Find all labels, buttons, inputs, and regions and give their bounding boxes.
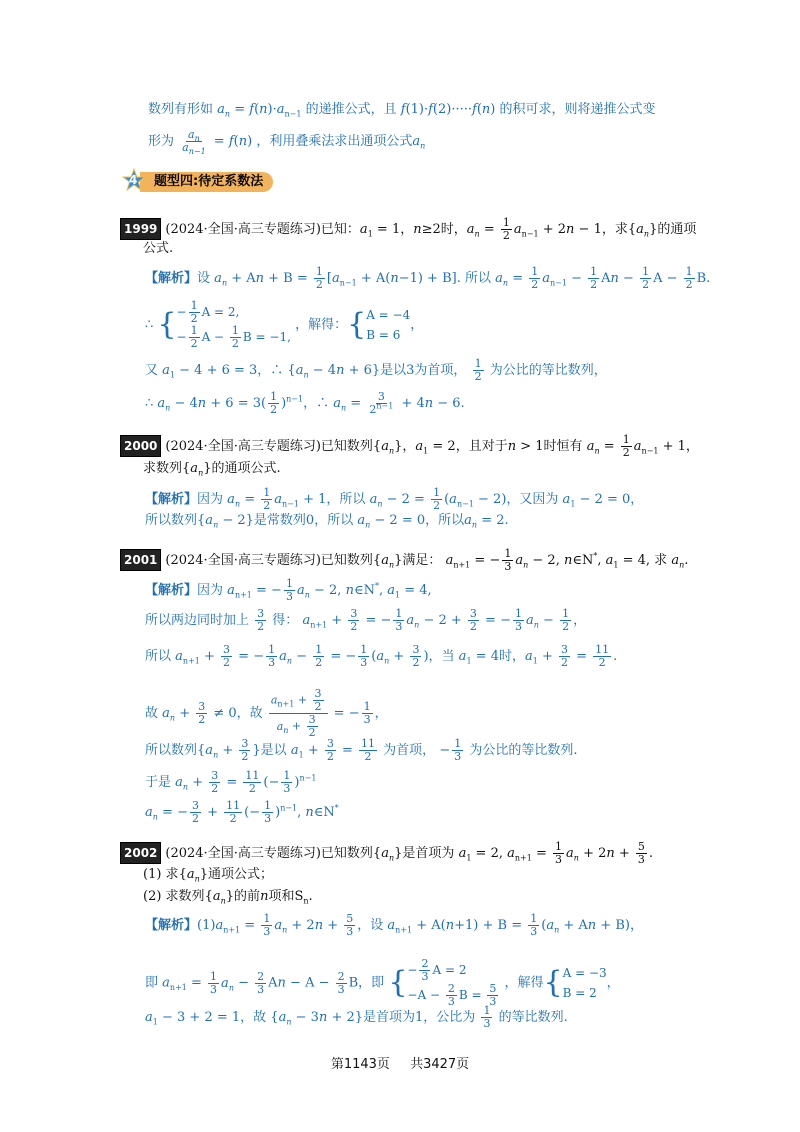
problem-1999-solution-1: 【解析】设 $a_n + An + B$ = $\frac{1}{2}$ $[a_{n-1} + A(n-1) + B]$. 所以 $a_n$ = $\frac{1}{2}$ $a_{n-1}$ − $\frac{1}{2}$ An − $\frac{1}{2}$ A − $\frac{1}{2}$ B. [145, 265, 711, 291]
problem-2001-solution-2: 所以两边同时加上 $\frac{3}{2}$ 得： $a_{n+1}$ + $\frac{3}{2}$ = − $\frac{1}{3}$ $a_n - 2$ + $\frac{3}{2}$ = − $\frac{1}{3}$ $a_n$ − $\frac{1}{2}$ ， [145, 607, 587, 633]
problem-2002-solution-1: 【解析】$(1)a_{n+1}$ = $\frac{1}{3}$ $a_n + 2n$ + $\frac{5}{3}$ ，设 $a_{n+1} + A(n+1) + B$ = $\frac{1}{3}$ $(a_n + An + B)$， [145, 912, 643, 938]
problem-1999-solution-4: ∴ $a_n - 4n + 6 = 3$( $\frac{1}{2}$ )$^{n-1}$，∴ $a_n$ = $\frac{3}{2^{n-1}}$ + 4n − 6. [145, 390, 465, 416]
problem-number: 2000 [120, 435, 161, 457]
problem-2002-question: 2002 (2024·全国·高三专题练习)已知数列$\{a_n\}$是首项为 $a_1 = 2$, $a_{n+1}$ = $\frac{1}{3}$ $a_n + 2n$ + $\frac{5}{3}$ . [120, 841, 653, 866]
problem-2001-solution-3: 所以 $a_{n+1}$ + $\frac{3}{2}$ = − $\frac{1}{3}$ $a_n$ − $\frac{1}{2}$ = − $\frac{1}{3}$ ($a_n$ + $\frac{3}{2}$ )，当 $a_1 = 4$时，$a_1$ + $\frac{3}{2}$ = $\frac{11}{2}$ . [145, 643, 618, 669]
section-number: 4 [129, 173, 138, 187]
problem-1999-question: 1999 (2024·全国·高三专题练习)已知：$a_1 = 1$，n≥2时，$a_n$ = $\frac{1}{2}$ $a_{n-1} + 2n - 1$，求$\{a_n\}$的通项 [120, 217, 696, 242]
page-number: 第1143页 [330, 1057, 390, 1072]
problem-2001-solution-1: 【解析】因为 $a_{n+1}$ = − $\frac{1}{3}$ $a_n - 2$, n∈N*, $a_1 = 4$, [145, 577, 432, 603]
intro-line-2: 形为 $\frac{a_n}{a_{n-1}}$ = f(n) ，利用叠乘法求出通项公式$a_n$ [148, 128, 426, 157]
problem-2002-solution-3: $a_1 - 3 + 2 = 1$，故 $\{a_n - 3n + 2\}$是首项为1，公比为 $\frac{1}{3}$ 的等比数列. [145, 1004, 568, 1030]
problem-2000-solution-2: 所以数列$\{a_n - 2\}$是常数列0，所以 $a_n - 2 = 0$，所以$a_n = 2$. [145, 513, 509, 530]
problem-2000-solution-1: 【解析】因为 $a_n$ = $\frac{1}{2}$ $a_{n-1} + 1$，所以 $a_n - 2$ = $\frac{1}{2}$ $(a_{n-1} - 2)$，又因为 $a_1 - 2 = 0$， [145, 486, 644, 512]
problem-1999-question-cont: 公式. [143, 241, 174, 256]
problem-2002-part-2: (2) 求数列$\{a_n\}$的前n项和$S_n$. [143, 889, 313, 906]
page-footer [0, 1053, 800, 1072]
problem-1999-solution-2: ∴ { − $\frac{1}{2}$ A = 2, − $\frac{1}{2}$ A − $\frac{1}{2}$ B = −1, ，解得：{ A = −4 B = 6 ， [145, 299, 424, 350]
problem-2001-solution-7: $a_n$ = − $\frac{3}{2}$ + $\frac{11}{2}$ (− $\frac{1}{3}$ )$^{n-1}$, n∈N* [145, 799, 339, 825]
problem-2001-solution-4: 故 $a_n$ + $\frac{3}{2}$ ≠ 0，故 $a_{n+1}$ + $\frac{3}{2}$ $a_n$ + $\frac{3}{2}$ = − $\frac{1}{3}$ ， [145, 687, 388, 739]
problem-number: 1999 [120, 218, 161, 240]
problem-number: 2002 [120, 842, 161, 864]
problem-1999-solution-3: 又 $a_1 - 4 + 6 = 3$，∴ $\{a_n - 4n + 6\}$是以3为首项， $\frac{1}{2}$ 为公比的等比数列， [145, 357, 607, 383]
page-total: 共3427页 [410, 1057, 470, 1072]
problem-2001-question: 2001 (2024·全国·高三专题练习)已知数列$\{a_n\}$满足： $a_{n+1}$ = − $\frac{1}{3}$ $a_n - 2$, n∈N*, $a_1 = 4$, 求 $a_n$. [120, 548, 688, 573]
problem-2000-question: 2000 (2024·全国·高三专题练习)已知数列$\{a_n\}$，$a_1 = 2$，且对于n > 1时恒有 $a_n$ = $\frac{1}{2}$ $a_{n-1} + 1$， [120, 434, 699, 459]
intro-line-1: 数列有形如 $a_n = f(n)\cdot a_{n-1}$ 的递推公式，且 f(1)·f(2)·····f(n) 的积可求，则将递推公式变 [148, 102, 656, 119]
section-title: 题型四:待定系数法 [140, 172, 273, 192]
problem-number: 2001 [120, 549, 161, 571]
problem-2001-solution-5: 所以数列{$a_n$ + $\frac{3}{2}$ }是以 $a_1$ + $\frac{3}{2}$ = $\frac{11}{2}$ 为首项， − $\frac{1}{3}$ 为公比的等比数列. [145, 737, 578, 763]
problem-2002-part-1: (1) 求$\{a_n\}$通项公式； [143, 867, 274, 884]
problem-2001-solution-6: 于是 $a_n$ + $\frac{3}{2}$ = $\frac{11}{2}$ (− $\frac{1}{3}$ )$^{n-1}$ [145, 769, 317, 795]
problem-2002-solution-2: 即 $a_{n+1}$ = $\frac{1}{3}$ $a_n$ − $\frac{2}{3}$ An − A − $\frac{2}{3}$ B，即 { − $\frac{2}{3}$ A = 2 −A − $\frac{2}{3}$ B = $\frac{5}{3}$ ，解得{ A = −3 B = 2 ， [145, 957, 620, 1008]
problem-2000-question-cont: 求数列$\{a_n\}$的通项公式. [143, 461, 281, 478]
